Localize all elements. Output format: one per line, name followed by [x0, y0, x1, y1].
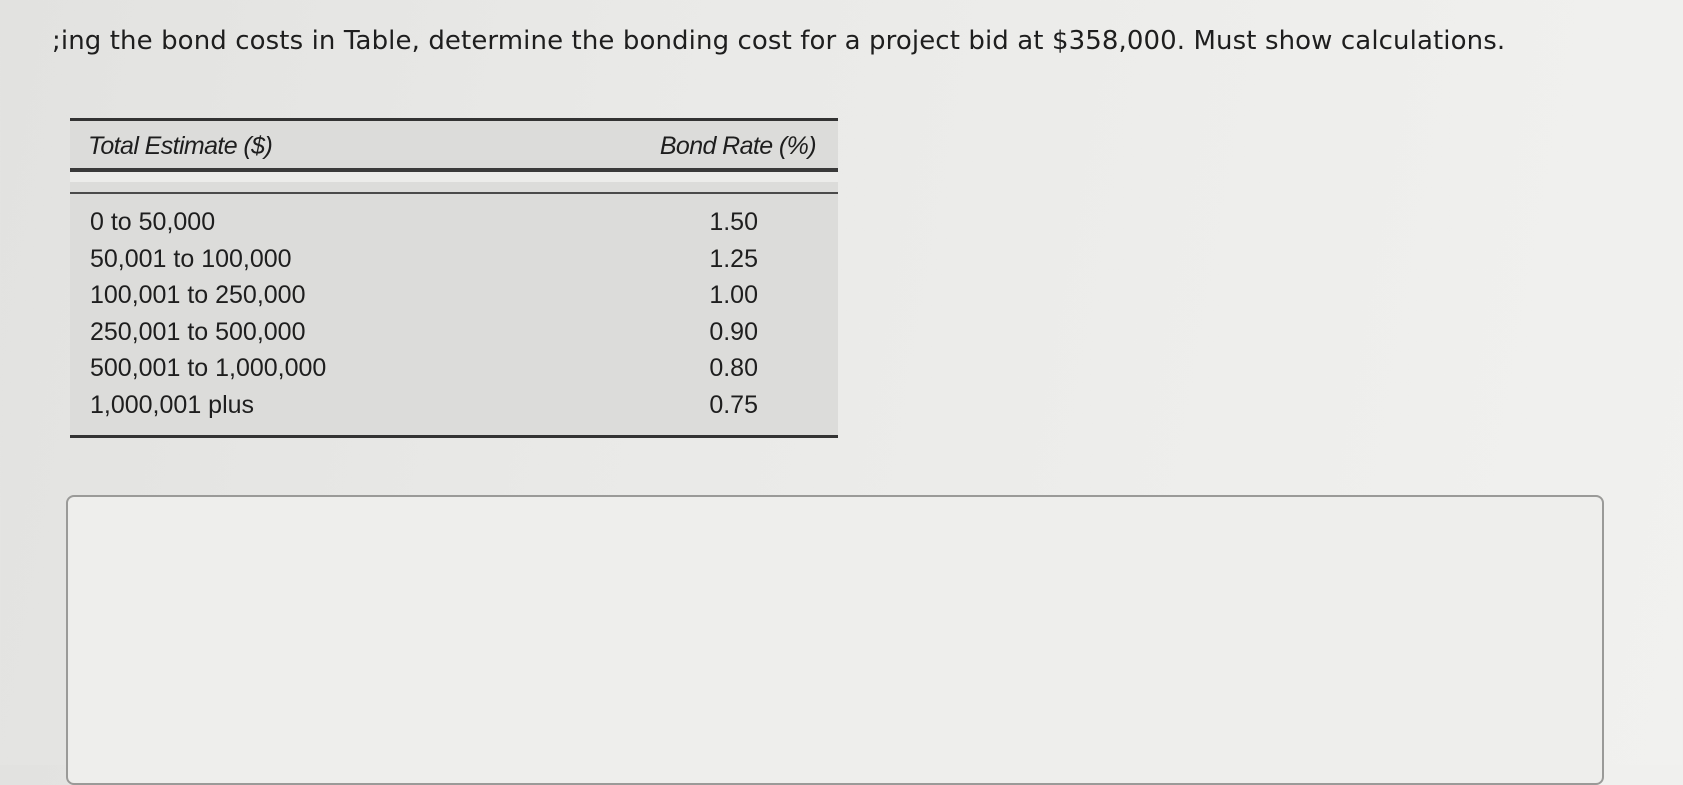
table-row: [70, 318, 838, 355]
table-row: [70, 354, 838, 391]
row-range: 0 to 50,000: [90, 208, 216, 236]
row-range: 50,001 to 100,000: [90, 244, 292, 273]
answer-input-box[interactable]: [66, 495, 1604, 785]
row-rate: 0.90: [709, 317, 758, 346]
row-range: 1,000,001 plus: [90, 390, 255, 419]
table-top-rule: [70, 118, 838, 121]
table-row: [70, 208, 838, 245]
question-label: ing the bond costs in Table, determine the bonding cost for a project bid at $358,000. Must show calculations.: [60, 26, 1506, 56]
table-bottom-rule: [70, 435, 838, 438]
row-rate: 1.00: [709, 281, 758, 309]
row-range: 500,001 to 1,000,000: [90, 354, 327, 382]
question-text: [52, 26, 1505, 56]
row-rate: 0.75: [709, 390, 758, 419]
table-row: [70, 281, 838, 318]
header-rule-gap: [70, 172, 838, 182]
header-bond-rate: Bond Rate (%): [659, 132, 816, 160]
row-rate: 1.25: [709, 244, 758, 273]
question-prefix-mark: ;: [52, 26, 61, 56]
header-total-estimate: Total Estimate ($): [88, 132, 273, 160]
row-rate: 1.50: [709, 208, 758, 236]
table-row: [70, 391, 838, 428]
row-rate: 0.80: [709, 354, 758, 382]
header-rule-lower: [70, 192, 838, 194]
row-range: 100,001 to 250,000: [90, 281, 306, 309]
table-body: [70, 208, 838, 427]
row-range: 250,001 to 500,000: [90, 317, 306, 346]
table-row: [70, 245, 838, 282]
bond-rate-table: [70, 118, 838, 438]
